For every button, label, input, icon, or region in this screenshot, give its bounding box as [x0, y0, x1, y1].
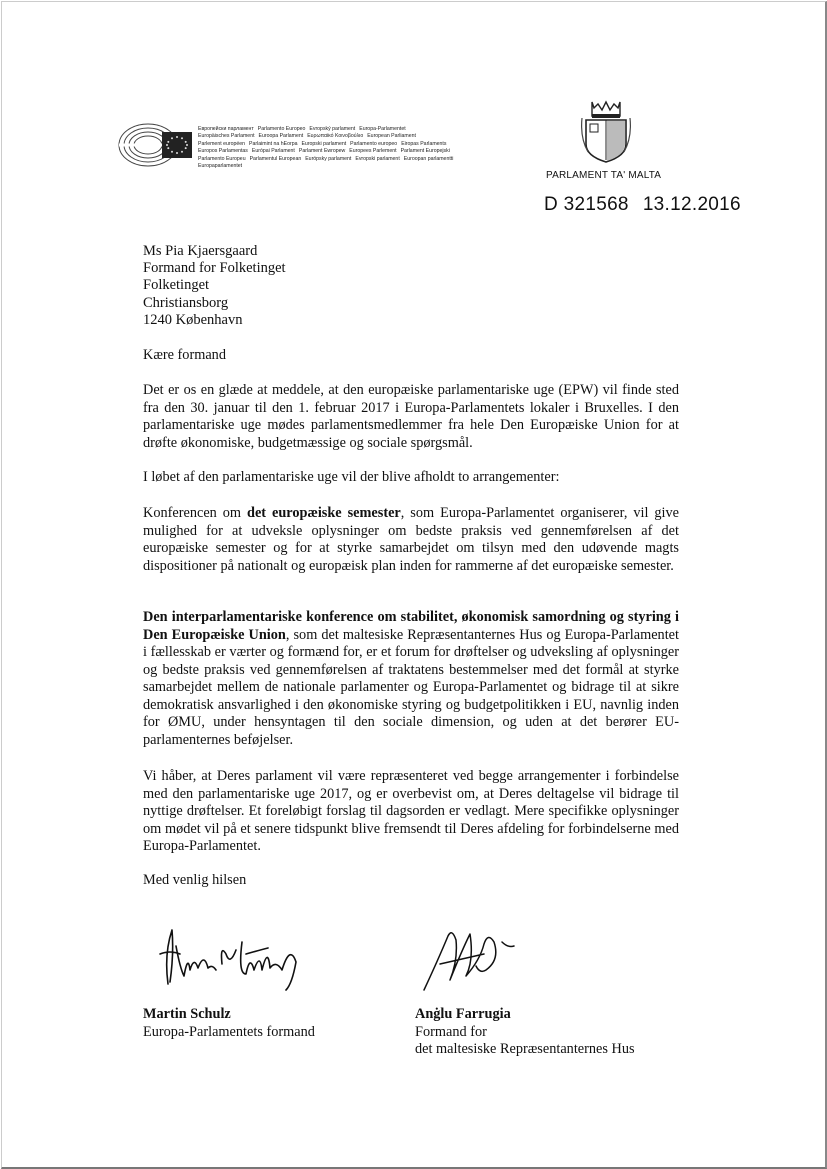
ep-name: Eiropas Parlaments: [401, 140, 447, 147]
ep-name: Ευρωπαϊκό Κοινοβούλιο: [307, 133, 364, 140]
recipient-title: Formand for Folketinget: [143, 260, 286, 277]
ep-name: Parlamento Europeo: [257, 126, 306, 132]
ep-name: European Parliament: [367, 133, 416, 140]
ep-name: Euroopa Parlament: [258, 133, 304, 140]
paragraph-text: Konferencen om: [143, 505, 247, 521]
recipient-organisation: Folketinget: [143, 277, 210, 294]
paragraph-emphasis: det europæiske semester: [247, 505, 401, 521]
recipient-name: Ms Pia Kjaersgaard: [143, 243, 258, 259]
ep-name: Parlement européen: [198, 140, 246, 147]
signatory-name: Martin Schulz: [143, 1006, 231, 1022]
ep-name: Europa-Parlamentet: [359, 126, 406, 132]
signature-farrugia: [418, 920, 528, 1000]
recipient-building: Christiansborg: [143, 294, 229, 311]
salutation: Kære formand: [143, 347, 226, 363]
signatory-name: Anġlu Farrugia: [415, 1006, 511, 1022]
paragraph-intro: Det er os en glæde at meddele, at den europæiske parlamentariske uge (EPW) vil finde sted fra den 30. januar til den 1. februar 2017 i Europa-Parlamentets lokaler i Bruxelles. I den parlamentariske uge mødes parlamentsmedlemmer fra hele Den Europæiske Union for at drøfte økonomiske, budgetmæssige og sociale spørgsmål.: [143, 382, 679, 451]
ep-name: Parlament Ewropew: [298, 148, 346, 155]
ep-name: Европейски парламент: [198, 126, 254, 132]
document-number: D 321568: [544, 194, 629, 215]
ep-name: Parlamento europeo: [350, 140, 398, 147]
ep-name: Európsky parlament: [305, 155, 352, 162]
paragraph-semester-conference: [143, 505, 679, 575]
ep-name: Parlaimint na hEorpa: [249, 140, 298, 147]
page-border: [1, 1, 827, 1169]
paragraph-text: , som Europa-Parlamentet organiserer, vil give mulighed for at udveksle oplysninger om bedste praksis ved gennemførelsen af det europæiske semester og for at styrke samarbejdet om tilsyn med den udøvende magts dispositioner på nationalt og europæisk plan inden for rammerne af det europæiske semester.: [143, 505, 680, 574]
paragraph-invitation: Vi håber, at Deres parlament vil være repræsenteret ved begge arrangementer i forbindelse med den parlamentariske uge 2017, og er overbevist om, at Deres deltagelse vil bidrage til nyttige drøftelser. Et foreløbigt forslag til dagsorden er vedlagt. Mere specifikke oplysninger om mødet vil på et senere tidspunkt blive fremsendt til Deres afdeling for forbindelserne med Europa-Parlamentet.: [143, 768, 679, 854]
ep-name: Parlament Europejski: [400, 148, 450, 155]
ep-name: Európai Parlament: [251, 148, 295, 155]
ep-name: Parlamentul European: [249, 155, 302, 162]
signature-schulz: [150, 924, 320, 994]
ep-name: Evropský parlament: [309, 126, 356, 132]
paragraph-events: I løbet af den parlamentariske uge vil der blive afholdt to arrangementer:: [143, 469, 560, 485]
ep-name: Europski parlament: [301, 140, 347, 147]
paragraph-emphasis: Den interparlamentariske konference om stabilitet, økonomisk samordning og styring i Den Europæiske Union: [143, 609, 679, 643]
signatory-title: Europa-Parlamentets formand: [143, 1023, 315, 1040]
malta-parliament-crest: [578, 98, 634, 164]
recipient-city: 1240 København: [143, 311, 243, 328]
ep-multilingual-names: [198, 126, 468, 170]
ep-name: Europäisches Parlament: [198, 133, 255, 140]
signatory-farrugia: [415, 1006, 635, 1059]
recipient-address: [143, 243, 286, 329]
ep-name: Euroopan parlamentti: [403, 155, 454, 162]
european-parliament-logo: [118, 122, 198, 168]
signatory-schulz: [143, 1006, 315, 1041]
closing: Med venlig hilsen: [143, 872, 247, 888]
document-reference: [544, 194, 741, 216]
document-date: 13.12.2016: [642, 194, 741, 215]
malta-parliament-label: PARLAMENT TA' MALTA: [546, 170, 662, 181]
ep-name: Europaparlamentet: [198, 163, 243, 170]
ep-name: Parlamento Europeu: [198, 155, 246, 162]
signatory-title: det maltesiske Repræsentanternes Hus: [415, 1041, 635, 1057]
paragraph-interparliamentary-conference: [143, 609, 679, 749]
ep-name: Europees Parlement: [349, 148, 397, 155]
ep-name: Europos Parlamentas: [198, 148, 248, 155]
ep-name: Evropski parlament: [355, 155, 400, 162]
paragraph-text: , som det maltesiske Repræsentanternes Hus og Europa-Parlamentet i fællesskab er værter og formænd for, er et forum for drøftelser og udveksling af oplysninger og bedste praksis ved gennemførelsen af traktatens bestemmelser med det formål at styrke samarbejdet mellem de nationale parlamenter og Europa-Parlamentet og bidrage til at sikre demokratisk ansvarlighed i den økonomiske styring og budgetpolitikken i EU, navnlig inden for ØMU, under hensyntagen til den sociale dimension, og uden at det berører EU-parlamenternes beføjelser.: [143, 626, 679, 748]
signatory-title: Formand for: [415, 1023, 487, 1040]
